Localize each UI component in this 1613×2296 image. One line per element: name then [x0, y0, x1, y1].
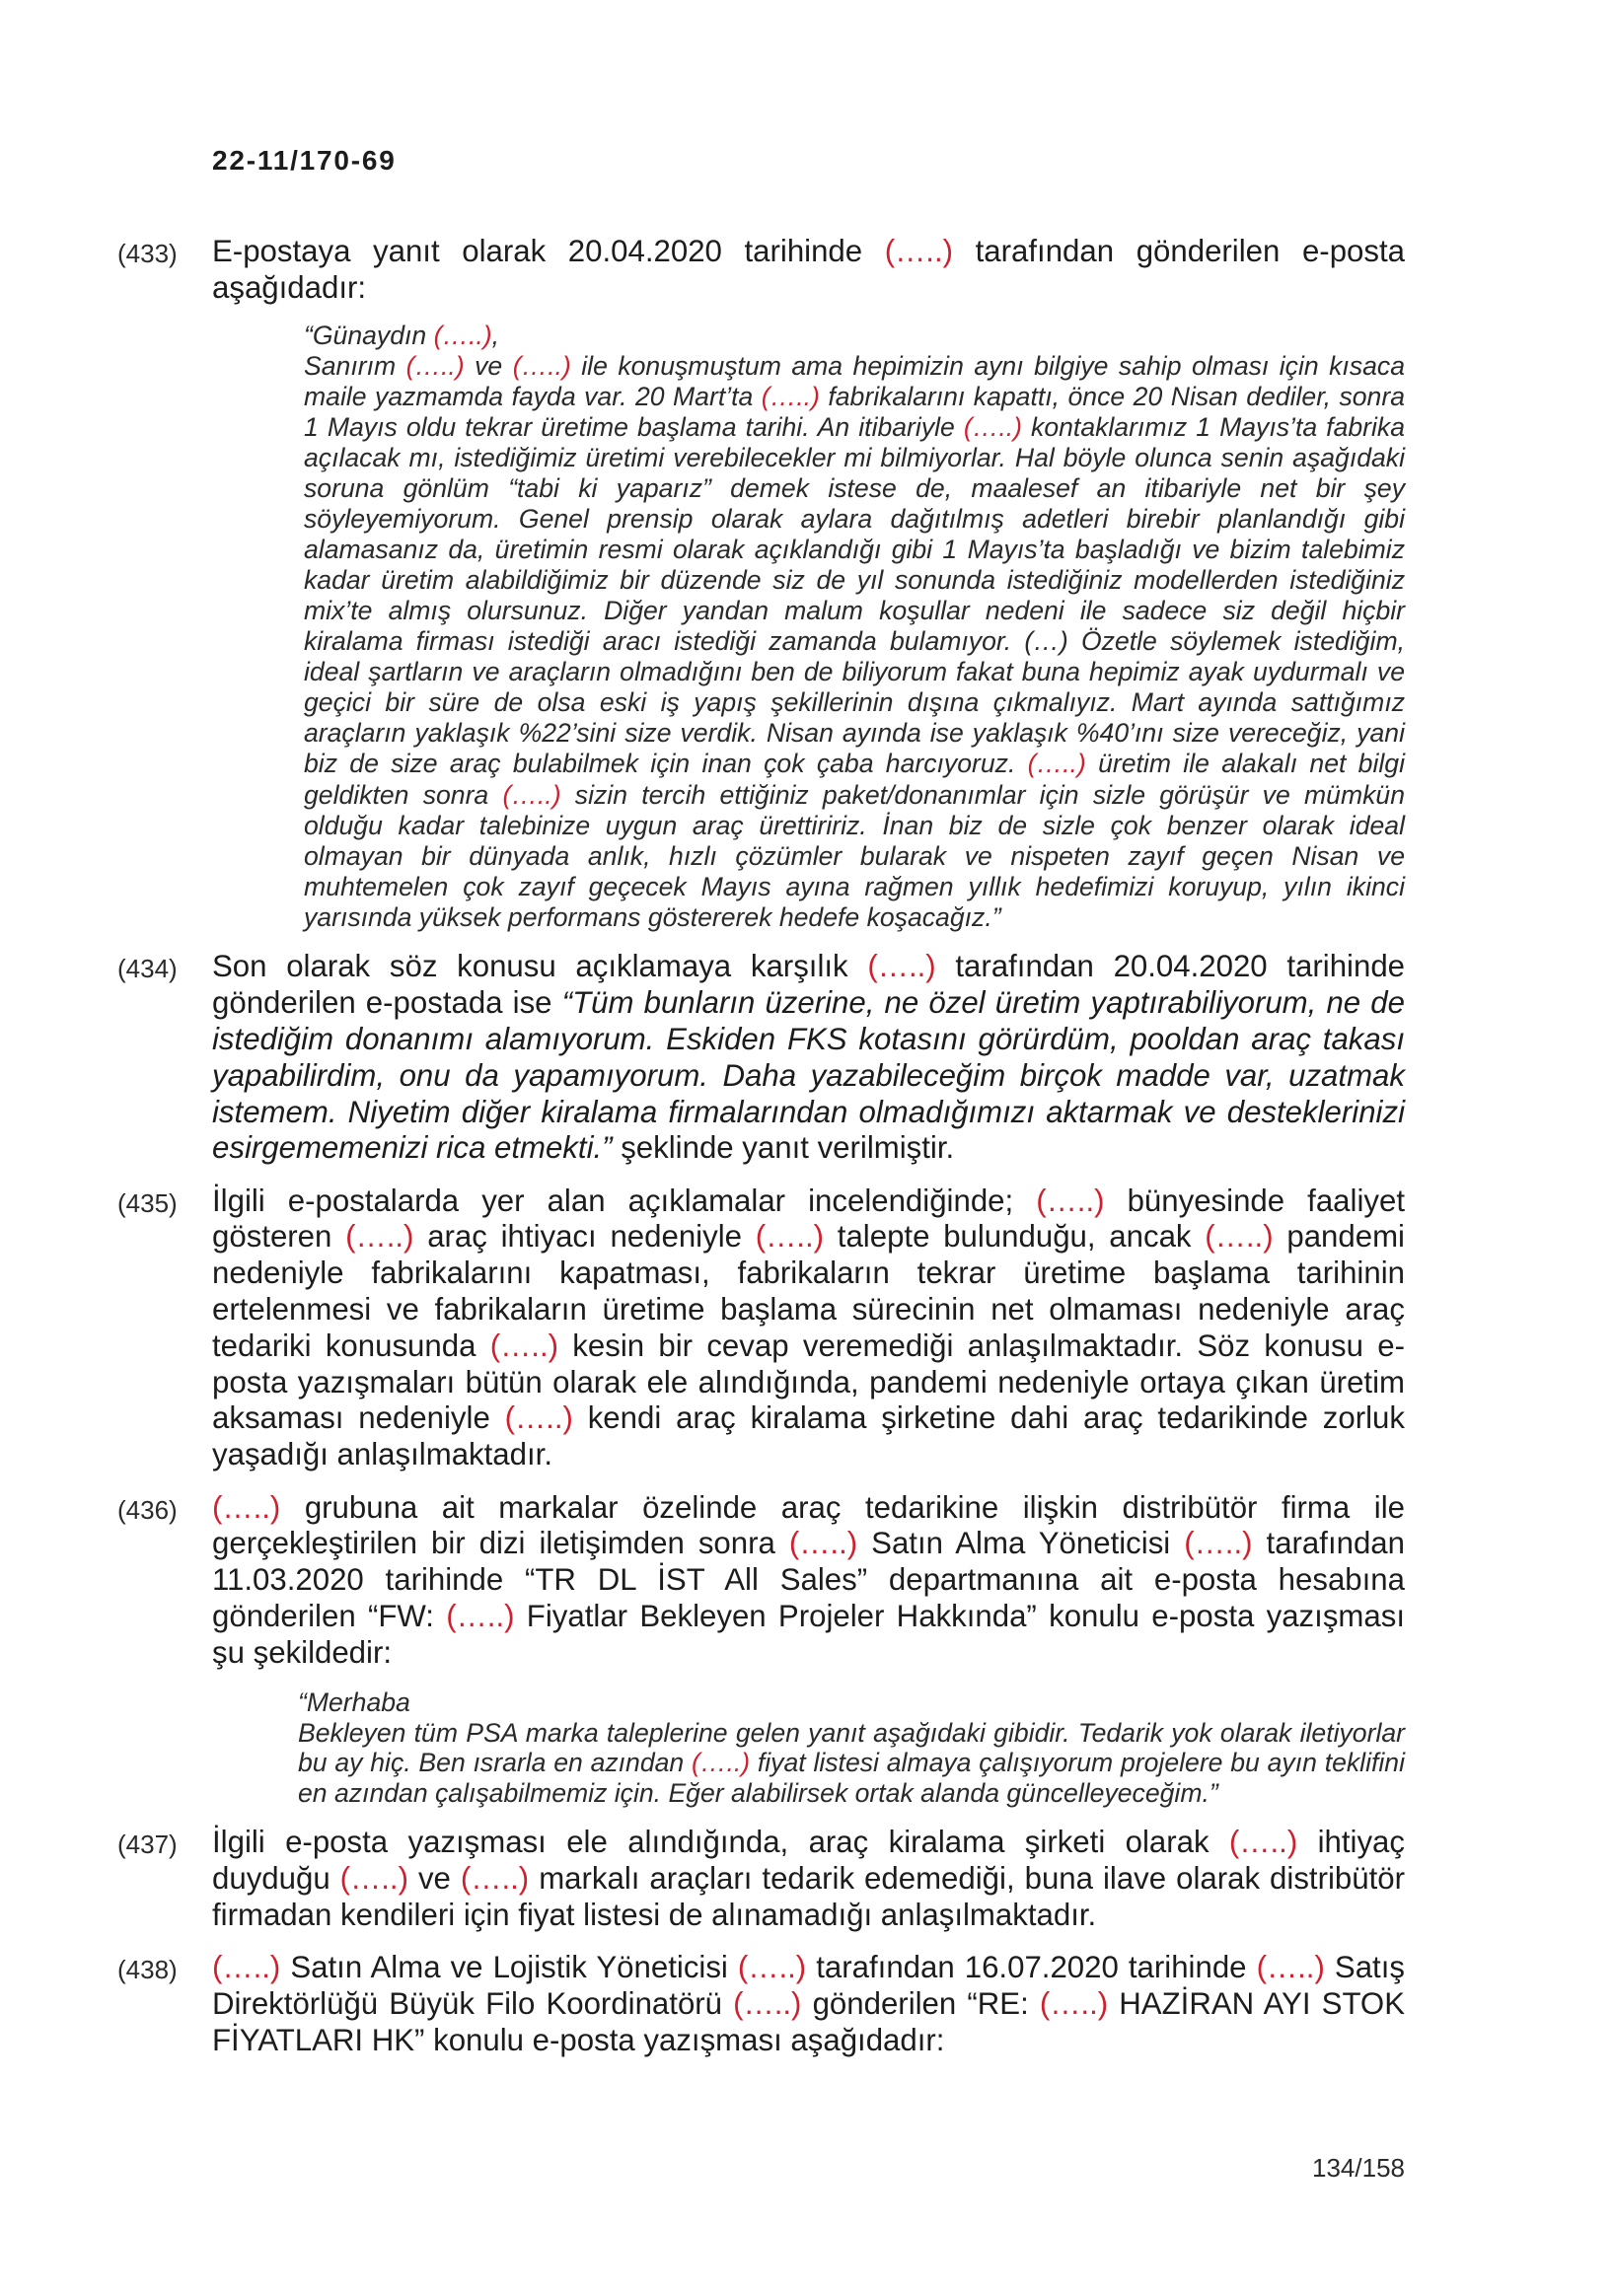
text-run: Son olarak söz konusu açıklamaya karşılık [212, 949, 868, 984]
text-run: HAZİRAN AYI STOK FİYATLARI HK” konulu e-posta yazışması aşağıdadır: [212, 1985, 1405, 2057]
paragraph-436 [0, 1490, 1613, 1672]
paragraph-number: (435) [117, 1187, 178, 1218]
paragraph-number: (434) [117, 954, 178, 984]
text-run: , [491, 320, 500, 350]
text-run: bünyesinde faaliyet gösteren [212, 1183, 1405, 1255]
paragraph-434 [0, 949, 1613, 1167]
paragraph-number: (433) [117, 239, 178, 268]
redacted-placeholder: (…..) [755, 1219, 825, 1255]
paragraph-text [212, 949, 1405, 1167]
text-run: ve [407, 1861, 461, 1897]
quote-greeting [298, 1687, 1405, 1718]
redacted-placeholder: (…..) [1256, 1950, 1325, 1985]
text-run: araç ihtiyacı nedeniyle [413, 1219, 756, 1255]
redacted-placeholder: (…..) [1205, 1219, 1274, 1255]
redacted-placeholder: (…..) [512, 350, 571, 381]
quote-greeting [304, 321, 1405, 351]
redacted-placeholder: (…..) [1184, 1526, 1253, 1561]
text-run: “Merhaba [298, 1686, 410, 1717]
redacted-placeholder: (…..) [446, 1598, 515, 1633]
text-run: İlgili e-posta yazışması ele alındığında, araç kiralama şirketi olarak [212, 1825, 1229, 1860]
redacted-placeholder: (…..) [502, 779, 561, 810]
paragraph-433 [0, 234, 1613, 307]
text-run: Sanırım [304, 350, 406, 381]
redacted-placeholder: (…..) [212, 1950, 281, 1985]
text-run: tarafından gönderilen e-posta aşağıdadır: [212, 234, 1405, 305]
redacted-placeholder: (…..) [733, 1985, 802, 2021]
text-run: grubuna ait markalar özelinde araç tedarikine ilişkin distribütör firma ile gerçekleştirilen bir dizi iletişimden sonra [212, 1489, 1405, 1561]
redacted-placeholder: (…..) [692, 1748, 751, 1778]
redacted-placeholder: (…..) [339, 1861, 408, 1897]
text-run: kesin bir cevap veremediği anlaşılmaktadır. Söz konusu e-posta yazışmaları bütün olarak ele alındığında, pandemi nedeniyle ortaya çıkan üretim aksaması nedeniyle [212, 1327, 1405, 1436]
text-run: fiyat listesi almaya çalışıyorum projelere bu ayın teklifini en azından çalışabilmemiz için. Eğer alabilirsek ortak alanda güncelleyeceğim.” [298, 1748, 1405, 1809]
text-run: talepte bulunduğu, ancak [824, 1219, 1206, 1255]
redacted-placeholder: (…..) [1228, 1825, 1298, 1860]
decision-number: 22-11/170-69 [212, 145, 397, 176]
text-run: gönderilen “RE: [801, 1985, 1040, 2021]
paragraph-text [212, 1184, 1405, 1473]
redacted-placeholder: (…..) [884, 234, 954, 268]
paragraph-number: (438) [117, 1955, 178, 1985]
text-run: Satın Alma Yöneticisi [857, 1526, 1185, 1561]
text-run: tarafından 11.03.2020 tarihinde “TR DL İST All Sales” departmanına ait e-posta hesabına gönderilen “FW: [212, 1526, 1405, 1633]
text-run: ihtiyaç duyduğu [212, 1825, 1405, 1897]
email-quote [304, 321, 1405, 933]
text-run: Satış Direktörlüğü Büyük Filo Koordinatörü [212, 1950, 1405, 2021]
quote-body [298, 1718, 1405, 1809]
page-number: 134/158 [1312, 2153, 1405, 2183]
quote-body [304, 351, 1405, 933]
redacted-placeholder: (…..) [504, 1400, 573, 1436]
text-run: E-postaya yanıt olarak 20.04.2020 tarihinde [212, 234, 885, 268]
redacted-placeholder: (…..) [737, 1950, 807, 1985]
text-run: ve [464, 350, 513, 381]
redacted-placeholder: (…..) [1027, 749, 1086, 779]
redacted-placeholder: (…..) [761, 381, 820, 411]
email-quote [298, 1687, 1405, 1809]
redacted-placeholder: (…..) [867, 949, 936, 984]
text-run: tarafından 16.07.2020 tarihinde [806, 1950, 1257, 1985]
redacted-placeholder: (…..) [460, 1861, 530, 1897]
paragraph-435 [0, 1184, 1613, 1473]
paragraph-text [212, 1490, 1405, 1672]
text-run: şeklinde yanıt verilmiştir. [612, 1130, 955, 1166]
text-run: Satın Alma ve Lojistik Yöneticisi [280, 1950, 738, 1985]
paragraph-text [212, 1950, 1405, 2058]
paragraph-number: (437) [117, 1830, 178, 1860]
paragraph-437 [0, 1825, 1613, 1933]
redacted-placeholder: (…..) [345, 1219, 414, 1255]
text-run: üretim ile alakalı net bilgi geldikten sonra [304, 749, 1405, 810]
text-run: tarafından 20.04.2020 tarihinde gönderilen e-postada ise [212, 949, 1406, 1021]
text-run: kendi araç kiralama şirketine dahi araç tedarikinde zorluk yaşadığı anlaşılmaktadır. [212, 1400, 1405, 1472]
redacted-placeholder: (…..) [963, 411, 1022, 442]
redacted-placeholder: (…..) [489, 1327, 559, 1363]
quoted-text: “Tüm bunların üzerine, ne özel üretim yaptırabiliyorum, ne de istediğim donanımı alamıyorum. Eskiden FKS kotasını görürdüm, pooldan araç takası yapabilirdim, onu da yapamıyorum. Daha yazabileceğim birçok madde var, uzatmak istemem. Niyetim diğer kiralama firmalarından olmadığımızı aktarmak ve desteklerinizi esirgememenizi rica etmekti.” [212, 985, 1405, 1166]
text-run: kontaklarımız 1 Mayıs’ta fabrika açılacak mı, istediğimiz üretimi verebilecekler mi bilmiyorlar. Hal böyle olunca senin aşağıdaki soruna gönlüm “tabi ki yaparız” demek istese de, maalesef an itibariyle net bir şey söyleyemiyorum. Genel prensip olarak aylara dağıtılmış adetleri birebir planlandığı gibi alamasanız da, üretimin resmi olarak açıklandığı gibi 1 Mayıs’ta başladığı ve bizim talebimiz kadar üretim alabildiğimiz bir düzende siz de yıl sonunda istediğiniz modellerden istediğiniz mix’te almış olursunuz. Diğer yandan malum koşullar nedeni ile sadece siz değil hiçbir kiralama firması istediği aracı istediği zamanda bulamıyor. (…) Özetle söylemek istediğim, ideal şartların ve araçların olmadığını ben de biliyorum fakat buna hepimiz ayak uydurmalı ve geçici bir süre de olsa eski iş yapış şekillerinin dışına çıkmalıyız. Mart ayında sattığımız araçların yaklaşık %22’sini size verdik. Nisan ayında ise yaklaşık %40’ını size vereceğiz, yani biz de size araç bulabilmek için inan çok çaba harcıyoruz. [304, 411, 1406, 779]
redacted-placeholder: (…..) [212, 1489, 281, 1525]
paragraph-text [212, 234, 1405, 307]
text-run: “Günaydın [304, 320, 434, 350]
text-run: Bekleyen tüm PSA marka taleplerine gelen yanıt aşağıdaki gibidir. Tedarik yok olarak iletiyorlar bu ay hiç. Ben ısrarla en azından [298, 1717, 1405, 1778]
text-run: Fiyatlar Bekleyen Projeler Hakkında” konulu e-posta yazışması şu şekildedir: [212, 1598, 1405, 1670]
text-run: sizin tercih ettiğiniz paket/donanımlar için sizle görüşür ve mümkün olduğu kadar talebinize uygun araç ürettiririz. İnan biz de sizle çok benzer olarak ideal olmayan bir dünyada anlık, hızlı çözümler bularak ve nispeten zayıf geçen Nisan ve muhtemelen çok zayıf geçecek Mayıs ayına rağmen yıllık hedefimizi koruyup, yılın ikinci yarısında yüksek performans göstererek hedefe koşacağız.” [304, 779, 1405, 932]
paragraph-text [212, 1825, 1405, 1933]
text-run: ile konuşmuştum ama hepimizin aynı bilgiye sahip olması için kısaca maile yazmamda fayda var. 20 Mart’ta [304, 350, 1405, 411]
text-run: markalı araçları tedarik edemediği, buna ilave olarak distribütör firmadan kendileri için fiyat listesi de alınamadığı anlaşılmaktadır. [212, 1861, 1405, 1932]
redacted-placeholder: (…..) [1039, 1985, 1109, 2021]
text-run: İlgili e-postalarda yer alan açıklamalar incelendiğinde; [212, 1183, 1037, 1218]
redacted-placeholder: (…..) [788, 1526, 858, 1561]
redacted-placeholder: (…..) [433, 320, 492, 350]
document-body [0, 234, 1613, 2059]
paragraph-number: (436) [117, 1494, 178, 1525]
redacted-placeholder: (…..) [405, 350, 465, 381]
redacted-placeholder: (…..) [1036, 1183, 1105, 1218]
paragraph-438 [0, 1950, 1613, 2058]
text-run: pandemi nedeniyle fabrikalarını kapatması, fabrikaların tekrar üretime başlama tarihinin ertelenmesi ve fabrikaların üretime başlama sürecinin net olmaması nedeniyle araç tedariki konusunda [212, 1219, 1405, 1363]
text-run: fabrikalarını kapattı, önce 20 Nisan dediler, sonra 1 Mayıs oldu tekrar üretime başlama tarihi. An itibariyle [304, 381, 1405, 442]
